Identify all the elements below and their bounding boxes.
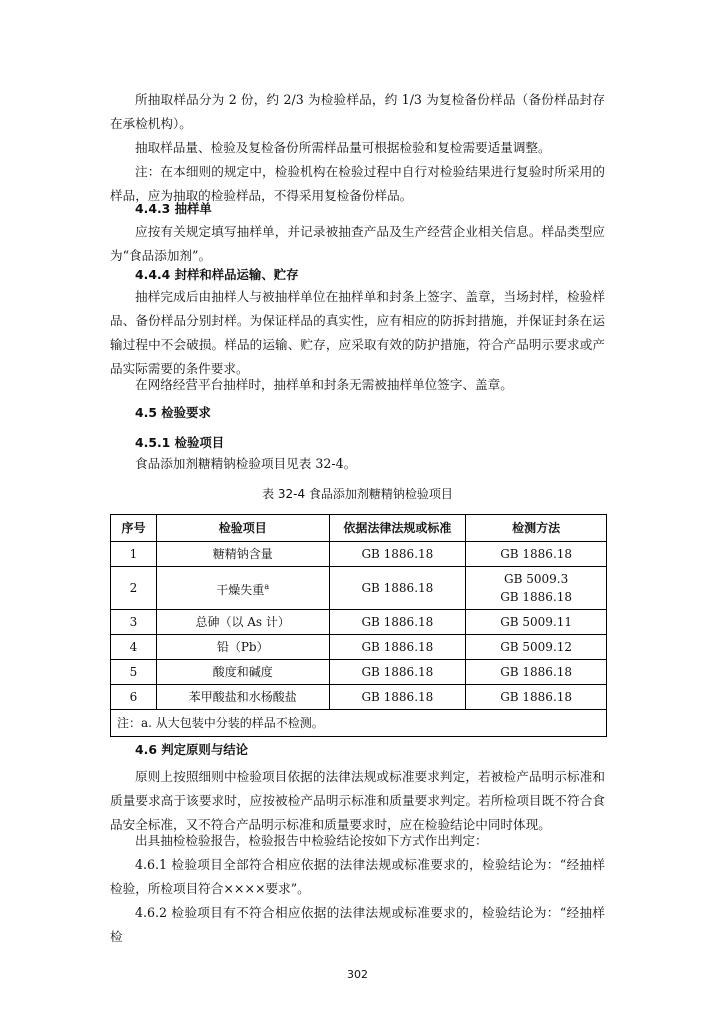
table-row [111,567,607,610]
row-item: 糖精钠含量 [156,542,329,567]
paragraph-sample-quantity: 抽取样品量、检验及复检备份所需样品量可根据检验和复检需要适量调整。 [135,140,551,155]
row-item: 总砷（以 As 计） [156,610,329,635]
row-item: 苯甲酸盐和水杨酸盐 [156,685,329,710]
row-no: 1 [111,542,157,567]
header-no: 序号 [111,515,157,542]
row-basis: GB 1886.18 [329,610,466,635]
row-no: 6 [111,685,157,710]
table-note: 注：a. 从大包装中分装的样品不检测。 [111,710,607,737]
row-no: 4 [111,635,157,660]
table-caption: 表 32-4 食品添加剂糖精钠检验项目 [262,487,453,501]
paragraph-sealing-transport: 抽样完成后由抽样人与被抽样单位在抽样单和封条上签字、盖章，当场封样，检验样品、备份样品分别封样。为保证样品的真实性，应有相应的防拆封措施，并保证封条在运输过程中不会破损。样品的运输、贮存，应采取有效的防护措施，符合产品明示要求或产品实际需要的条件要求。 [110,289,605,376]
row-basis: GB 1886.18 [329,542,466,567]
heading-4-4-4: 4.4.4 封样和样品运输、贮存 [135,267,299,282]
row-method: GB 1886.18 [466,542,607,567]
table-row [111,635,607,660]
row-method-cell [466,567,607,610]
header-method: 检测方法 [466,515,607,542]
row-method: GB 1886.18 [500,590,573,604]
row-basis: GB 1886.18 [329,635,466,660]
paragraph-judgment-principle: 原则上按照细则中检验项目依据的法律法规或标准要求判定，若被检产品明示标准和质量要求高于该要求时，应按被检产品明示标准和质量要求判定。若所检项目既不符合食品安全标准，又不符合产品明示标准和质量要求时，应在检验结论中同时体现。 [110,769,605,832]
row-method: GB 5009.3 [504,572,569,586]
page-number: 302 [347,968,368,981]
inspection-items-table [110,514,607,737]
table-row [111,660,607,685]
row-method: GB 1886.18 [466,685,607,710]
row-basis: GB 1886.18 [329,660,466,685]
paragraph-report-conclusion: 出具抽检检验报告，检验报告中检验结论按如下方式作出判定： [135,833,488,848]
paragraph-sampling-form: 应按有关规定填写抽样单，并记录被抽查产品及生产经营企业相关信息。样品类型应为“食品添加剂”。 [110,224,605,263]
paragraph-4-6-2: 4.6.2 检验项目有不符合相应依据的法律法规或标准要求的，检验结论为：“经抽样检 [110,905,605,944]
paragraph-sample-split: 所抽取样品分为 2 份，约 2/3 为检验样品，约 1/3 为复检备份样品（备份样品封存在承检机构）。 [110,92,605,131]
header-item: 检验项目 [156,515,329,542]
row-method: GB 1886.18 [466,660,607,685]
footnote-marker: a [264,581,270,591]
paragraph-test-items-ref: 食品添加剂糖精钠检验项目见表 32-4。 [135,456,357,471]
row-method: GB 5009.12 [466,635,607,660]
table-row [111,610,607,635]
row-method: GB 5009.11 [466,610,607,635]
row-item-cell [156,567,329,610]
row-basis: GB 1886.18 [329,685,466,710]
row-basis: GB 1886.18 [329,567,466,610]
row-item: 干燥失重 [216,582,265,597]
heading-4-6: 4.6 判定原则与结论 [135,742,248,757]
paragraph-4-6-1: 4.6.1 检验项目全部符合相应依据的法律法规或标准要求的，检验结论为：“经抽样检验，所检项目符合××××要求”。 [110,857,605,896]
row-no: 2 [111,567,157,610]
heading-4-5: 4.5 检验要求 [135,405,211,420]
table-note-row [111,710,607,737]
row-item: 酸度和碱度 [156,660,329,685]
row-item: 铅（Pb） [156,635,329,660]
table-row [111,685,607,710]
table-header-row [111,515,607,542]
table-row [111,542,607,567]
header-basis: 依据法律法规或标准 [329,515,466,542]
heading-4-5-1: 4.5.1 检验项目 [135,435,225,450]
row-no: 5 [111,660,157,685]
row-no: 3 [111,610,157,635]
paragraph-note-recheck: 注：在本细则的规定中，检验机构在检验过程中自行对检验结果进行复验时所采用的样品，应为抽取的检验样品，不得采用复检备份样品。 [110,164,605,203]
heading-4-4-3: 4.4.3 抽样单 [135,201,212,216]
paragraph-online-platform: 在网络经营平台抽样时，抽样单和封条无需被抽样单位签字、盖章。 [135,377,513,392]
